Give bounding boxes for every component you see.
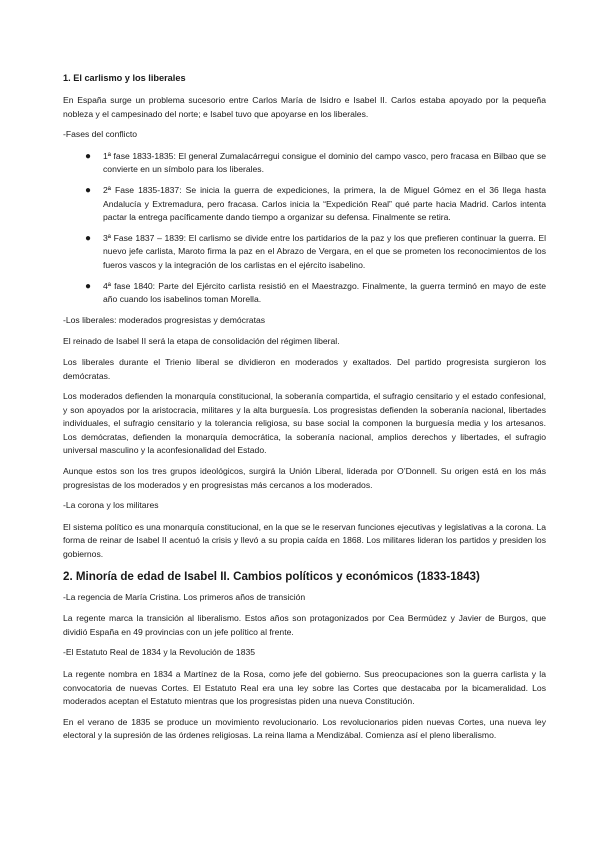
statute-paragraph: En el verano de 1835 se produce un movimiento revolucionario. Los revolucionarios piden nuevas Cortes, una nueva ley electoral y la supresión de las órdenes religiosas. La reina llama a Mendizábal. Comienza así el pleno liberalismo. <box>63 716 546 741</box>
phase-item <box>63 150 546 177</box>
phases-heading: -Fases del conflicto <box>63 129 138 140</box>
crown-paragraph: El sistema político es una monarquía constitucional, en la que se le reservan funciones ejecutivas y legislativas a la corona. La forma de reinar de Isabel II acentuó la crisis y llevó a su propia caída en 1868. Los militares lideran los partidos y presiden los gobiernos. <box>63 521 546 560</box>
crown-heading: -La corona y los militares <box>63 500 159 511</box>
bullet-icon: ● <box>85 184 92 196</box>
liberals-heading: -Los liberales: moderados progresistas y demócratas <box>63 314 266 325</box>
liberals-paragraph: Los moderados defienden la monarquía constitucional, la soberanía compartida, el sufragio censitario y el estado confesional, y son apoyados por la aristocracia, militares y la alta burguesía. Los progresistas defienden la soberanía nacional, libertades individuales, el sufragio censitario y la tolerancia religiosa, su base social la componen la burguesía media y los artesanos. Los demócratas, defienden la monarquía democrática, la soberanía nacional, amplios derechos y libertades, el sufragio universal masculino y la aconfesionalidad del Estado. <box>63 391 546 456</box>
phase-item <box>63 184 546 225</box>
phase-text: 4ª fase 1840: Parte del Ejército carlista resistió en el Maestrazgo. Finalmente, la guerra terminó en mayo de este año cuando los isabelinos toman Morella. <box>103 280 546 305</box>
liberals-paragraph: El reinado de Isabel II será la etapa de consolidación del régimen liberal. <box>63 336 340 347</box>
bullet-icon: ● <box>85 150 92 162</box>
phase-text: 2ª Fase 1835-1837: Se inicia la guerra de expediciones, la primera, la de Miguel Gómez en el 36 llega hasta Andalucía y Extremadura, pero fracasa. Carlos inicia la “Expedición Real” qué parte hacia Madrid. Carlos intenta pactar la entrega pacíficamente dando tiempo a organizar su defensa. Finalmente se retira. <box>103 184 546 223</box>
section-1-intro: En España surge un problema sucesorio entre Carlos María de Isidro e Isabel II. Carlos estaba apoyado por la pequeña nobleza y el campesinado del norte; e Isabel tuvo que apoyarse en los liberales. <box>63 95 546 119</box>
phase-text: 3ª Fase 1837 – 1839: El carlismo se divide entre los partidarios de la paz y los que prefieren continuar la guerra. El nuevo jefe carlista, Maroto firma la paz en el Abrazo de Vergara, en el que se prometen los reconocimientos de los fueros vascos y la integración de los carlistas en el ejército isabelino. <box>103 232 546 270</box>
regency-paragraph: La regente marca la transición al liberalismo. Estos años son protagonizados por Cea Bermúdez y Javier de Burgos, que dividió España en 49 provincias con un jefe político al frente. <box>63 613 546 637</box>
liberals-paragraph: Aunque estos son los tres grupos ideológicos, surgirá la Unión Liberal, liderada por O’Donnell. Su origen está en los más progresistas de los moderados y en progresistas más cercanos a los moderados. <box>63 466 546 490</box>
statute-heading: -El Estatuto Real de 1834 y la Revolución de 1835 <box>63 647 256 658</box>
bullet-icon: ● <box>85 232 92 244</box>
phase-item <box>63 280 546 307</box>
regency-heading: -La regencia de María Cristina. Los primeros años de transición <box>63 591 306 602</box>
bullet-icon: ● <box>85 280 92 292</box>
phases-list <box>63 150 546 307</box>
section-2-title: 2. Minoría de edad de Isabel II. Cambios políticos y económicos (1833-1843) <box>63 569 480 583</box>
phase-item <box>63 232 546 273</box>
statute-paragraph: La regente nombra en 1834 a Martínez de la Rosa, como jefe del gobierno. Sus preocupaciones son la guerra carlista y la convocatoria de nuevas Cortes. El Estatuto Real era una ley sobre las Cortes que destacaba por la bicameralidad. Los moderados aceptan el Estatuto mientras que los progresistas piden una nueva Constitución. <box>63 669 546 707</box>
section-1-title: 1. El carlismo y los liberales <box>63 73 186 83</box>
liberals-paragraph: Los liberales durante el Trienio liberal se dividieron en moderados y exaltados. Del partido progresista surgieron los demócratas. <box>63 356 546 381</box>
phase-text: 1ª fase 1833-1835: El general Zumalacárregui consigue el dominio del campo vasco, pero fracasa en Bilbao que se convierte en un símbolo para los liberales. <box>103 150 546 175</box>
